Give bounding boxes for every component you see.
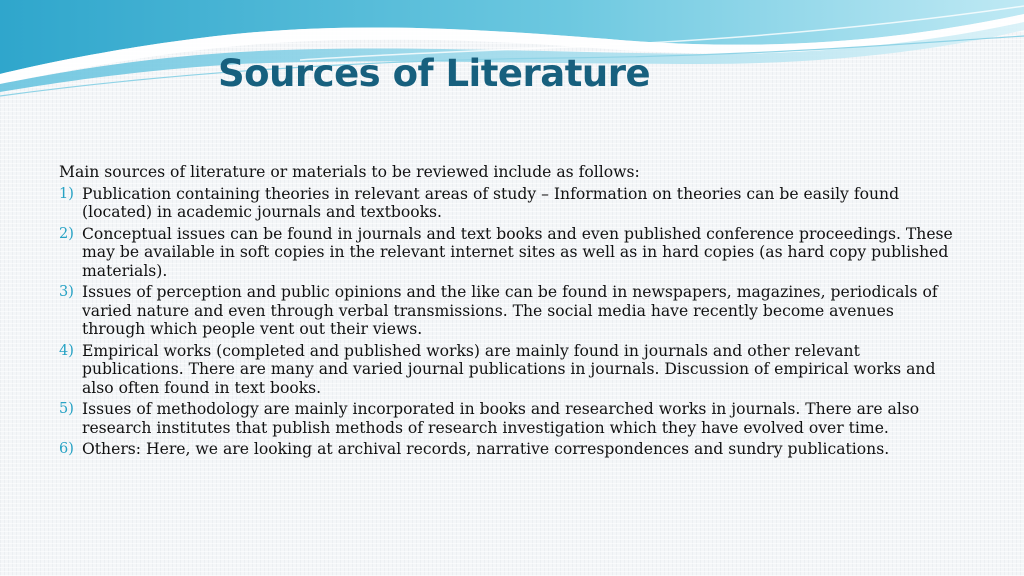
list-item [59, 225, 959, 281]
list-item-number: 3) [59, 284, 74, 300]
list-item-text: Others: Here, we are looking at archival records, narrative correspondences and sundry publications. [82, 440, 890, 458]
list-item [59, 342, 959, 398]
list-item-text: Conceptual issues can be found in journals and text books and even published conference proceedings. These may be available in soft copies in the relevant internet sites as well as in hard copies (as hard copy published materials). [82, 224, 953, 280]
list-item-number: 1) [59, 185, 74, 202]
list-item [59, 440, 959, 459]
slide-body [59, 163, 959, 462]
list-item-number: 6) [59, 441, 74, 457]
list-item [59, 185, 959, 222]
sources-list [59, 185, 959, 459]
slide-title: Sources of Literature [218, 52, 651, 95]
intro-text: Main sources of literature or materials to be reviewed include as follows: [59, 163, 640, 181]
list-item-number: 2) [59, 225, 74, 242]
list-item [59, 283, 959, 339]
list-item-text: Issues of perception and public opinions and the like can be found in newspapers, magazines, periodicals of varied nature and even through verbal transmissions. The social media have recently become avenues through which people vent out their views. [82, 283, 938, 338]
list-item-number: 5) [59, 401, 74, 417]
list-item-text: Publication containing theories in relevant areas of study – Information on theories can be easily found (located) in academic journals and textbooks. [82, 184, 900, 221]
list-item [59, 400, 959, 437]
list-item-number: 4) [59, 342, 74, 359]
list-item-text: Empirical works (completed and published works) are mainly found in journals and other relevant publications. There are many and varied journal publications in journals. Discussion of empirical works and also often found in text books. [82, 341, 936, 397]
list-item-text: Issues of methodology are mainly incorporated in books and researched works in journals. There are also research institutes that publish methods of research investigation which they have evolved over time. [82, 400, 920, 437]
